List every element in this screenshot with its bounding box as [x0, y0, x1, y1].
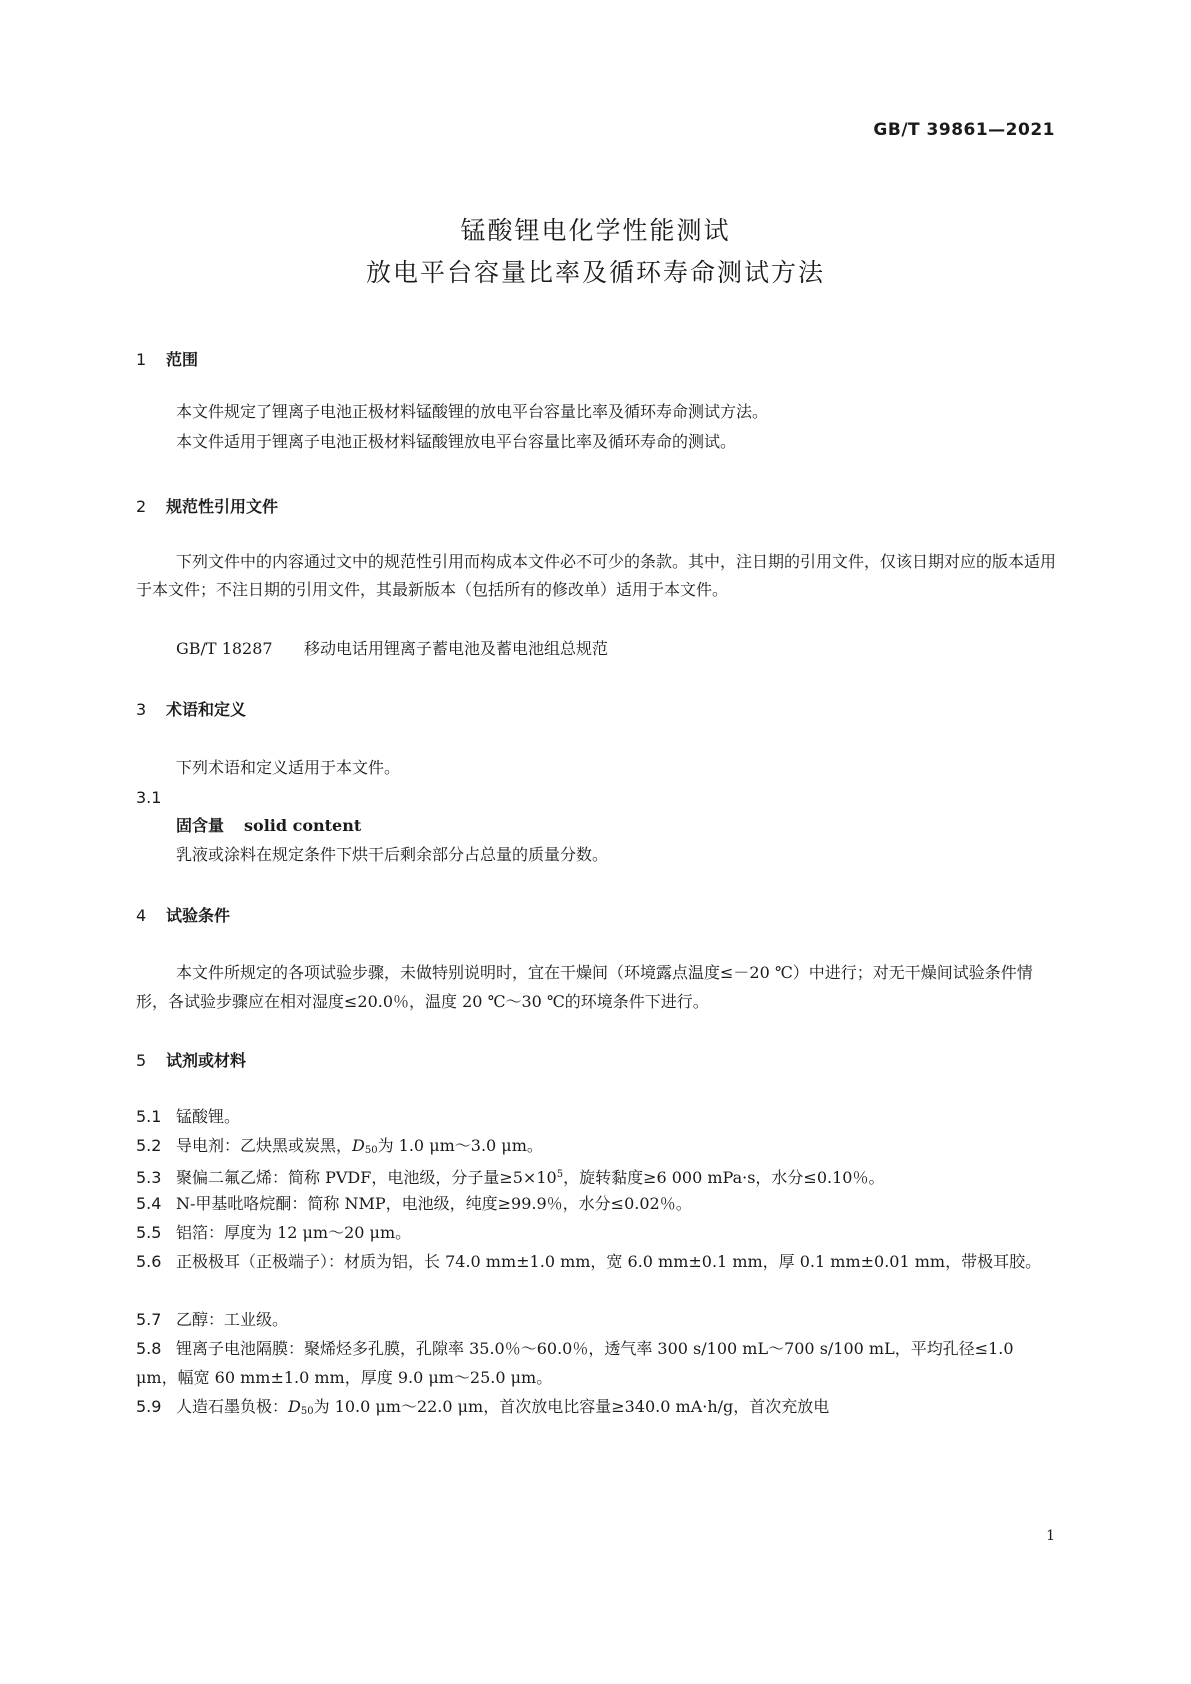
item-number: 5.7: [136, 1310, 162, 1329]
item-number: 5.9: [136, 1397, 162, 1416]
standard-code: GB/T 39861—2021: [873, 120, 1055, 140]
paragraph: 本文件所规定的各项试验步骤，未做特别说明时，宜在干燥间（环境露点温度≤－20 ℃）中进行；对无干燥间试验条件情形，各试验步骤应在相对湿度≤20.0％，温度 20 ℃～30 ℃的环境条件下进行。: [136, 963, 1033, 1011]
item-text: 乙醇：工业级。: [176, 1310, 289, 1329]
term-chinese: 固含量: [176, 816, 225, 835]
item-text: 正极极耳（正极端子）：材质为铝，长 74.0 mm±1.0 mm，宽 6.0 mm±0.1 mm，厚 0.1 mm±0.01 mm，带极耳胶。: [176, 1252, 1042, 1271]
item-number: 5.2: [136, 1136, 162, 1155]
term-number: 3.1: [136, 788, 162, 807]
item-text: 人造石墨负极：: [176, 1397, 289, 1416]
exponent: 5: [556, 1169, 564, 1180]
d50-symbol: D: [352, 1136, 365, 1155]
item-text: 铝箔：厚度为 12 μm～20 μm。: [176, 1223, 412, 1242]
section-title: 试剂或材料: [166, 1051, 247, 1070]
item-text: ，旋转黏度≥6 000 mPa·s，水分≤0.10％。: [563, 1168, 885, 1187]
item-text: 锂离子电池隔膜：聚烯烃多孔膜，孔隙率 35.0％～60.0％，透气率 300 s/100 mL～700 s/100 mL，平均孔径≤1.0 μm，幅宽 60 mm±1.0 mm，厚度 9.0 μm～25.0 μm。: [136, 1339, 1014, 1387]
list-item: [136, 1305, 1056, 1334]
section-number: 1: [136, 350, 147, 369]
item-number: 5.6: [136, 1252, 162, 1271]
title-line-1: 锰酸锂电化学性能测试: [460, 216, 731, 245]
reference-code: GB/T 18287: [176, 639, 273, 658]
item-text: 导电剂：乙炔黑或炭黑，: [176, 1136, 353, 1155]
normative-reference: [176, 637, 1056, 661]
section-1-heading: [136, 347, 198, 370]
list-item: [136, 1334, 1056, 1392]
section-4-heading: [136, 903, 230, 926]
section-title: 术语和定义: [166, 700, 247, 719]
item-number: 5.4: [136, 1194, 162, 1213]
term-definition: 乳液或涂料在规定条件下烘干后剩余部分占总量的质量分数。: [176, 845, 609, 864]
list-item: [136, 1247, 1056, 1276]
item-text: 锰酸锂。: [176, 1107, 241, 1126]
item-number: 5.3: [136, 1168, 162, 1187]
list-item: [136, 1392, 1056, 1426]
list-item: [136, 1218, 1056, 1247]
item-text: 为 10.0 μm～22.0 μm，首次放电比容量≥340.0 mA·h/g，首次充放电: [313, 1397, 830, 1416]
paragraph: 本文件适用于锂离子电池正极材料锰酸锂放电平台容量比率及循环寿命的测试。: [176, 432, 737, 451]
item-number: 5.8: [136, 1339, 162, 1358]
d50-subscript: 50: [300, 1406, 314, 1417]
term-entry: [176, 814, 361, 838]
item-number: 5.5: [136, 1223, 162, 1242]
section-number: 4: [136, 906, 147, 925]
term-english: solid content: [244, 816, 362, 835]
section-2-heading: [136, 494, 278, 517]
section-title: 试验条件: [166, 906, 231, 925]
reference-title: 移动电话用锂离子蓄电池及蓄电池组总规范: [304, 639, 609, 658]
page-number: 1: [1046, 1528, 1055, 1544]
section-title: 规范性引用文件: [166, 497, 279, 516]
section-5-heading: [136, 1048, 246, 1071]
section-number: 5: [136, 1051, 147, 1070]
section-number: 3: [136, 700, 147, 719]
item-text: 聚偏二氟乙烯：简称 PVDF，电池级，分子量≥5×10: [176, 1168, 557, 1187]
item-text: N-甲基吡咯烷酮：简称 NMP，电池级，纯度≥99.9％，水分≤0.02％。: [176, 1194, 692, 1213]
section-3-heading: [136, 697, 246, 720]
title-line-2: 放电平台容量比率及循环寿命测试方法: [365, 258, 825, 287]
list-item: [136, 1102, 1056, 1131]
paragraph: 下列文件中的内容通过文中的规范性引用而构成本文件必不可少的条款。其中，注日期的引用文件，仅该日期对应的版本适用于本文件；不注日期的引用文件，其最新版本（包括所有的修改单）适用于本文件。: [136, 552, 1057, 599]
list-item: [136, 1160, 1056, 1192]
d50-symbol: D: [288, 1397, 301, 1416]
d50-subscript: 50: [364, 1145, 378, 1156]
paragraph: 本文件规定了锂离子电池正极材料锰酸锂的放电平台容量比率及循环寿命测试方法。: [176, 402, 769, 421]
paragraph: 下列术语和定义适用于本文件。: [176, 758, 401, 777]
document-title: [0, 210, 1191, 294]
item-text: 为 1.0 μm～3.0 μm。: [377, 1136, 543, 1155]
section-number: 2: [136, 497, 147, 516]
list-item: [136, 1189, 1056, 1218]
item-number: 5.1: [136, 1107, 162, 1126]
section-title: 范围: [166, 350, 199, 369]
